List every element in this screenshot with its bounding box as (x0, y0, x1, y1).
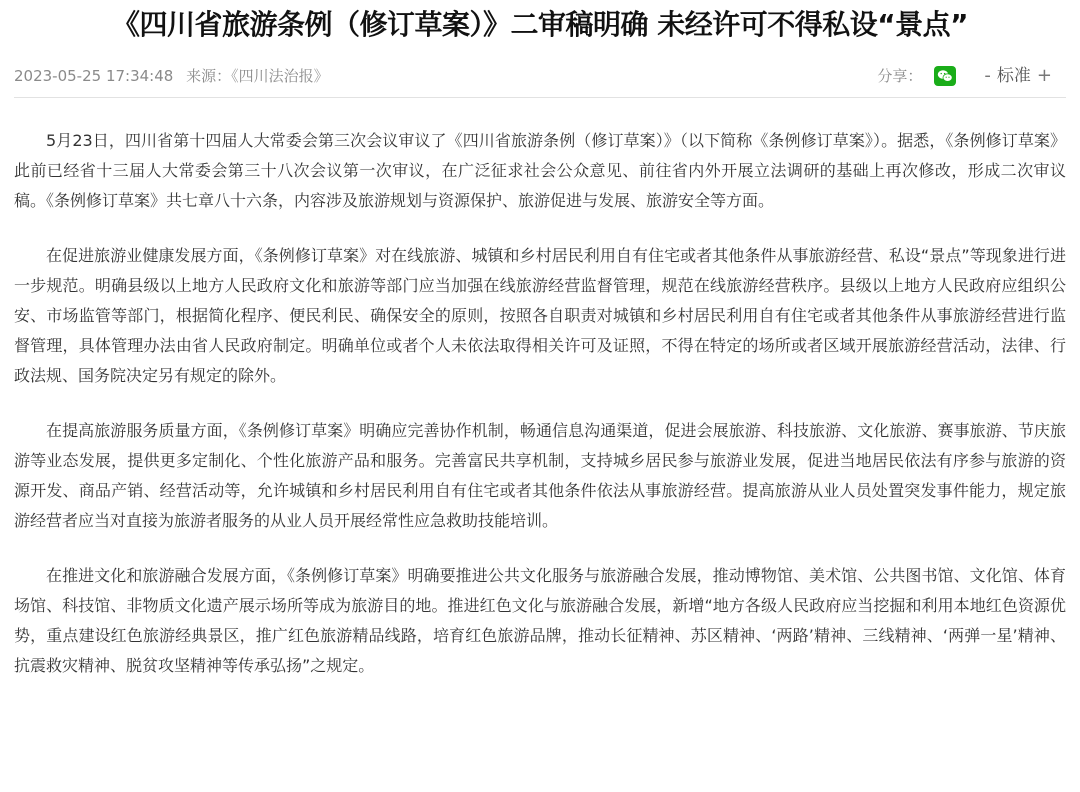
font-size-label: 标准 (996, 66, 1031, 86)
article-tools (877, 50, 1058, 102)
source-label: 来源： (186, 67, 232, 85)
share-label: 分享： (877, 67, 923, 85)
article-paragraph: 5月23日，四川省第十四届人大常委会第三次会议审议了《四川省旅游条例（修订草案）》（以下简称《条例修订草案》）。据悉，《条例修订草案》此前已经省十三届人大常委会第三十八次会议第一次审议，在广泛征求社会公众意见、前往省内外开展立法调研的基础上再次修改，形成二次审议稿。《条例修订草案》共七章八十六条，内容涉及旅游规划与资源保护、旅游促进与发展、旅游安全等方面。 (14, 131, 1066, 210)
article-paragraph: 在促进旅游业健康发展方面，《条例修订草案》对在线旅游、城镇和乡村居民利用自有住宅或者其他条件从事旅游经营、私设“景点”等现象进行进一步规范。明确县级以上地方人民政府文化和旅游等部门应当加强在线旅游经营监督管理，规范在线旅游经营秩序。县级以上地方人民政府应组织公安、市场监管等部门，根据简化程序、便民利民、确保安全的原则，按照各自职责对城镇和乡村居民利用自有住宅或者其他条件从事旅游经营进行监督管理，具体管理办法由省人民政府制定。明确单位或者个人未依法取得相关许可及证照，不得在特定的场所或者区域开展旅游经营活动，法律、行政法规、国务院决定另有规定的除外。 (14, 246, 1066, 385)
wechat-share-icon[interactable] (934, 66, 956, 86)
article-paragraph: 在推进文化和旅游融合发展方面，《条例修订草案》明确要推进公共文化服务与旅游融合发展，推动博物馆、美术馆、公共图书馆、文化馆、体育场馆、科技馆、非物质文化遗产展示场所等成为旅游目的地。推进红色文化与旅游融合发展，新增“地方各级人民政府应当挖掘和利用本地红色资源优势，重点建设红色旅游经典景区，推广红色旅游精品线路，培育红色旅游品牌，推动长征精神、苏区精神、‘两路’精神、三线精神、‘两弹一星’精神、抗震救灾精神、脱贫攻坚精神等传承弘扬”之规定。 (14, 566, 1066, 675)
article-meta-bar (14, 50, 1066, 98)
article-body (14, 98, 1066, 681)
article-title: 《四川省旅游条例（修订草案）》二审稿明确 未经许可不得私设“景点” (111, 8, 969, 41)
font-increase-button[interactable]: + (1036, 65, 1052, 86)
font-size-control (978, 50, 1058, 102)
font-decrease-button[interactable]: - (984, 65, 991, 86)
article-paragraph: 在提高旅游服务质量方面，《条例修订草案》明确应完善协作机制，畅通信息沟通渠道，促进会展旅游、科技旅游、文化旅游、赛事旅游、节庆旅游等业态发展，提供更多定制化、个性化旅游产品和服务。完善富民共享机制，支持城乡居民参与旅游业发展，促进当地居民依法有序参与旅游的资源开发、商品产销、经营活动等，允许城镇和乡村居民利用自有住宅或者其他条件依法从事旅游经营。提高旅游从业人员处置突发事件能力，规定旅游经营者应当对直接为旅游者服务的从业人员开展经常性应急救助技能培训。 (14, 421, 1066, 530)
source-name: 《四川法治报》 (231, 67, 329, 85)
publish-datetime: 2023-05-25 17:34:48 (14, 67, 174, 85)
